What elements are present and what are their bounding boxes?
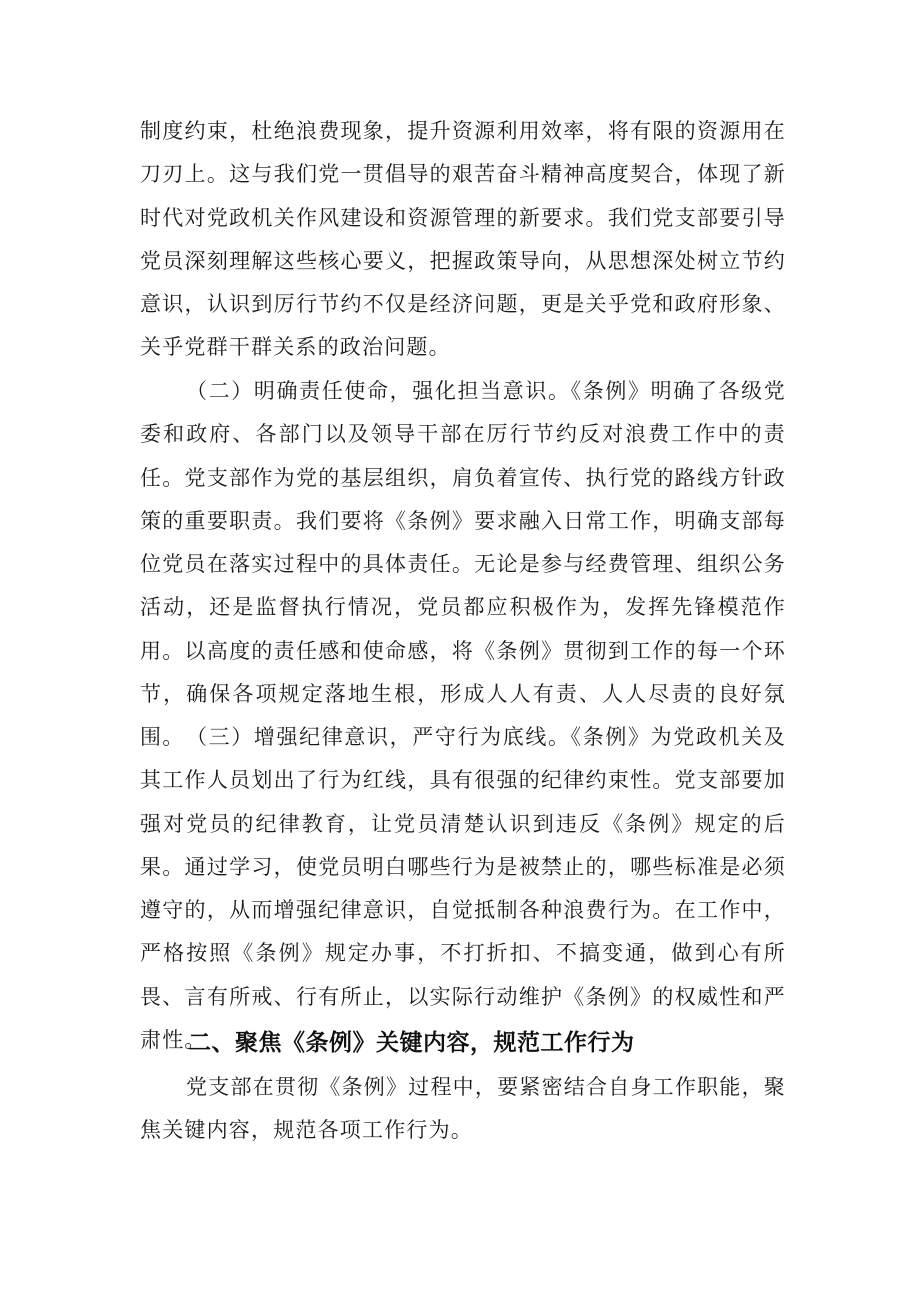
paragraph-discipline: （三）增强纪律意识，严守行为底线。《条例》为党政机关及其工作人员划出了行为红线，具有很强的纪律约束性。党支部要加强对党员的纪律教育，让党员清楚认识到违反《条例》规定的后果。通过学习，使党员明白哪些行为是被禁止的，哪些标准是必须遵守的，从而增强纪律意识，自觉抵制各种浪费行为。在工作中，严格按照《条例》规定办事，不打折扣、不搞变通，做到心有所畏、言有所戒、行有所止，以实际行动维护《条例》的权威性和严肃性。	[140, 725, 786, 1053]
paragraph-closing: 党支部在贯彻《条例》过程中，要紧密结合自身工作职能，聚焦关键内容，规范各项工作行为。	[140, 1075, 786, 1143]
paragraph-responsibility: （二）明确责任使命，强化担当意识。《条例》明确了各级党委和政府、各部门以及领导干部在厉行节约反对浪费工作中的责任。党支部作为党的基层组织，肩负着宣传、执行党的路线方针政策的重要职责。我们要将《条例》要求融入日常工作，明确支部每位党员在落实过程中的具体责任。无论是参与经费管理、组织公务活动，还是监督执行情况，党员都应积极作为，发挥先锋模范作用。以高度的责任感和使命感，将《条例》贯彻到工作的每一个环节，确保各项规定落地生根，形成人人有责、人人尽责的良好氛围。	[140, 379, 786, 750]
paragraph-resource-efficiency: 制度约束，杜绝浪费现象，提升资源利用效率，将有限的资源用在刀刃上。这与我们党一贯倡导的艰苦奋斗精神高度契合，体现了新时代对党政机关作风建设和资源管理的新要求。我们党支部要引导党员深刻理解这些核心要义，把握政策导向，从思想深处树立节约意识，认识到厉行节约不仅是经济问题，更是关乎党和政府形象、关乎党群干群关系的政治问题。	[140, 119, 786, 360]
section-heading: 二、聚焦《条例》关键内容，规范工作行为	[188, 1030, 635, 1056]
